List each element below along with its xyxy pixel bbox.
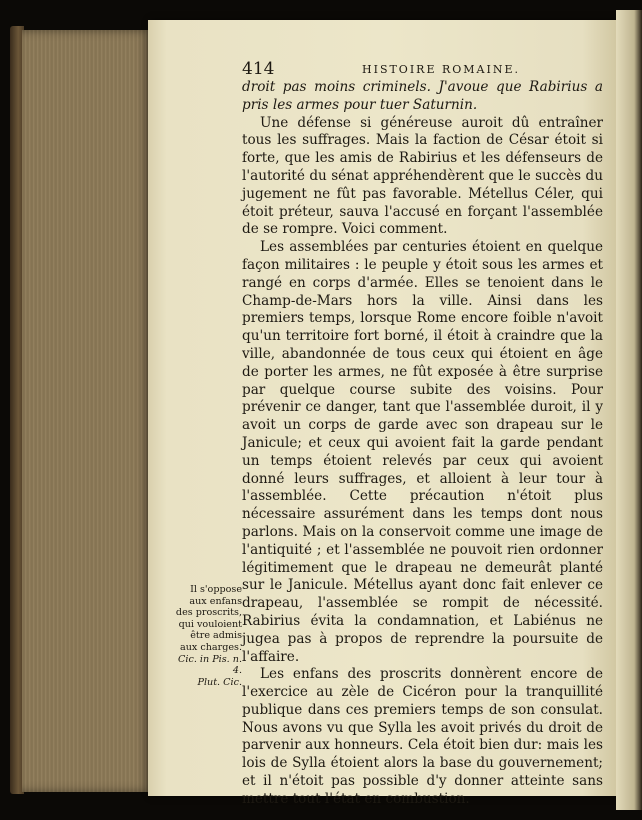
paragraph-4: Les enfans des proscrits donnèrent encore de l'exercice au zèle de Cicéron pour la tranquillité publique dans ces premiers temps de son consulat. Nous avons vu que Sylla les avoit privés du droit de parvenir aux honneurs. Cela étoit bien dur: mais les lois de Sylla étoient alors la base du gouvernement; et il n'étoit pas possible d'y donner atteinte sans mettre tout l'état en combustion. — [242, 666, 603, 807]
page-block-edges — [22, 30, 152, 792]
running-title: HISTOIRE ROMAINE. — [362, 63, 520, 76]
page-number: 414 — [242, 59, 275, 79]
page-body — [242, 79, 603, 809]
paragraph-2: Une défense si généreuse auroit dû entraîner tous les suffrages. Mais la faction de César étoit si forte, que les amis de Rabirius et les défenseurs de l'autorité du sénat appréhendèrent que le succès du jugement ne fût pas favorable. Métellus Céler, qui étoit préteur, sauva l'accusé en forçant l'assemblée de se rompre. Voici comment. — [242, 114, 603, 238]
margin-note-ref-1: Cic. in Pis. n. 4. — [178, 653, 242, 677]
next-page-edge — [616, 10, 642, 810]
paragraph-1: droit pas moins criminels. J'avoue que Rabirius a pris les armes pour tuer Saturnin. — [242, 79, 603, 113]
paragraph-3: Les assemblées par centuries étoient en quelque façon militaires : le peuple y étoit sous les armes et rangé en corps d'armée. Elles se tenoient dans le Champ-de-Mars hors la ville. Ainsi dans les premiers temps, lorsque Rome encore foible n'avoit qu'un territoire fort borné, il étoit à craindre que la ville, abandonnée de tous ceux qui étoient en âge de porter les armes, ne fût exposée à être surprise par quelque course subite des voisins. Pour prévenir ce danger, tant que l'assemblée duroit, il y avoit un corps de garde avec son drapeau sur le Janicule; et ceux qui avoient fait la garde pendant un temps étoient relevés par ceux qui avoient donné leurs suffrages, et alloient à leur tour à l'assemblée. Cette précaution n'étoit plus nécessaire assurément dans les temps dont nous parlons. Mais on la conservoit comme une image de l'antiquité ; et l'assemblée ne pouvoit rien ordonner légitimement que le drapeau ne demeurât planté sur le Janicule. Métellus ayant donc fait enlever ce drapeau, l'assemblée se rompit de nécessité. Rabirius évita la condamnation, et Labiénus ne jugea pas à propos de reprendre la poursuite de l'affaire. — [242, 239, 603, 665]
margin-note — [174, 584, 242, 688]
margin-note-ref-2: Plut. Cic. — [197, 676, 242, 688]
margin-note-text: Il s'oppose aux enfans des proscrits, qui vouloient être admis aux charges. — [175, 584, 242, 653]
